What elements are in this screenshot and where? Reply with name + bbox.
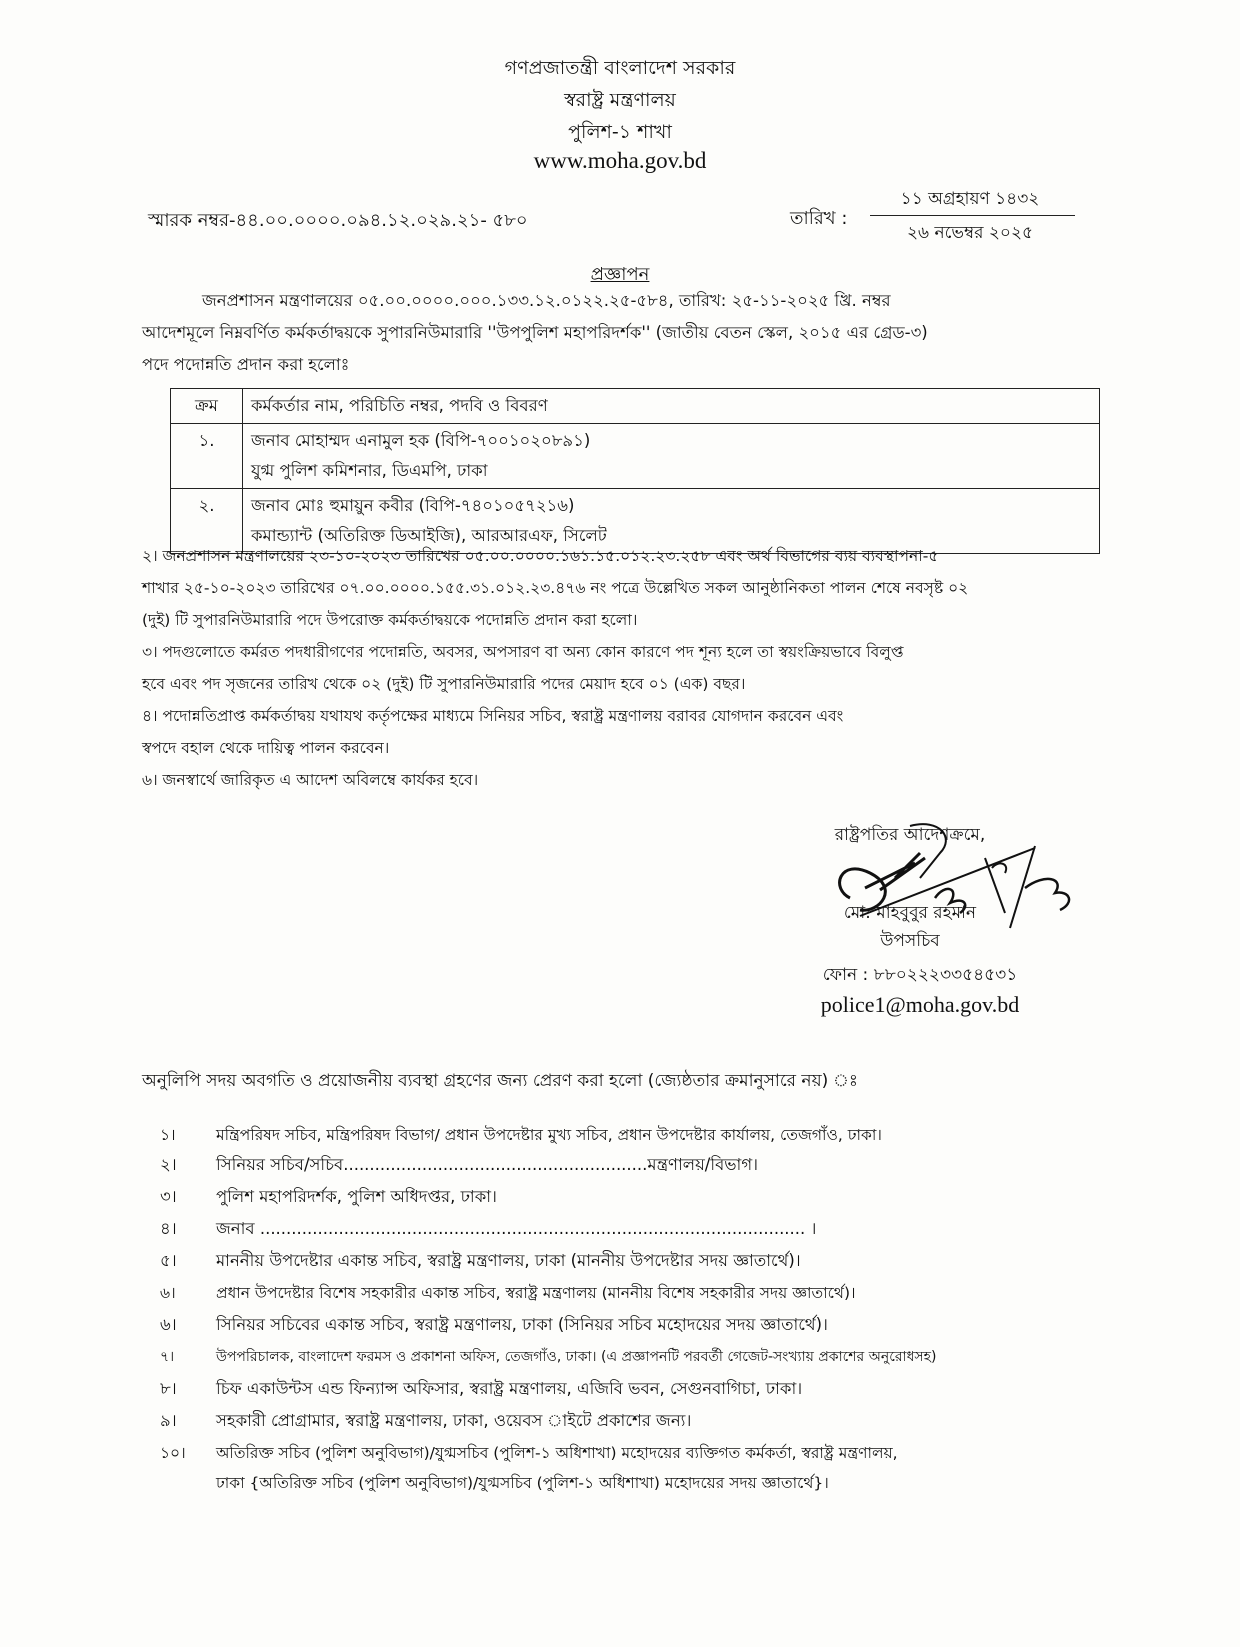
date-gregorian: ২৬ নভেম্বর ২০২৫ (906, 223, 1034, 243)
signatory-designation: উপসচিব (880, 931, 940, 951)
officer-description: যুগ্ম পুলিশ কমিশনার, ডিএমপি, ঢাকা (251, 461, 488, 480)
intro-line: আদেশমূলে নিম্নবর্ণিত কর্মকর্তাদ্বয়কে সুপারনিউমারারি ''উপপুলিশ মহাপরিদর্শক'' (জাতীয় বেতন স্কেল, ২০১৫ এর গ্রেড-৩) (142, 323, 928, 342)
cc-number: ৮। (160, 1379, 177, 1398)
officer-description: কমান্ড্যান্ট (অতিরিক্ত ডিআইজি), আরআরএফ, সিলেট (251, 526, 607, 545)
cc-text: উপপরিচালক, বাংলাদেশ ফরমস ও প্রকাশনা অফিস, তেজগাঁও, ঢাকা। (এ প্রজ্ঞাপনটি পরবর্তী গেজেট-সংখ্যায় প্রকাশের অনুরোধসহ) (216, 1349, 937, 1365)
signatory-order: রাষ্ট্রপতির আদেশক্রমে, (834, 825, 986, 845)
cc-text: পুলিশ মহাপরিদর্শক, পুলিশ অধিদপ্তর, ঢাকা। (216, 1187, 497, 1206)
row-serial: ১. (171, 424, 243, 489)
intro-line: পদে পদোন্নতি প্রদান করা হলোঃ (142, 355, 350, 374)
cc-number: ৬। (160, 1315, 177, 1334)
cc-text: মন্ত্রিপরিষদ সচিব, মন্ত্রিপরিষদ বিভাগ/ প্রধান উপদেষ্টার মুখ্য সচিব, প্রধান উপদেষ্টার কার্যালয়, তেজগাঁও, ঢাকা। (216, 1126, 882, 1144)
notification-title-text: প্রজ্ঞাপন (590, 264, 650, 285)
date-block (790, 186, 1080, 246)
table-header-cell: ক্রম (171, 389, 243, 424)
intro-paragraph (142, 285, 1102, 381)
cc-text: চিফ একাউন্টস এন্ড ফিন্যান্স অফিসার, স্বরাষ্ট্র মন্ত্রণালয়, এজিবি ভবন, সেগুনবাগিচা, ঢাকা। (216, 1379, 803, 1398)
clause-line: ৩। পদগুলোতে কর্মরত পদধারীগণের পদোন্নতি, অবসর, অপসারণ বা অন্য কোন কারণে পদ শূন্য হলে তা স্বয়ংক্রিয়ভাবে বিলুপ্ত (142, 643, 904, 661)
date-label: তারিখ : (790, 208, 848, 229)
branch-heading: পুলিশ-১ শাখা (568, 121, 672, 143)
cc-number: ৪। (160, 1219, 177, 1238)
table-header-row (171, 389, 1100, 424)
clause-6 (142, 764, 1102, 796)
cc-text: সহকারী প্রোগ্রামার, স্বরাষ্ট্র মন্ত্রণালয়, ঢাকা, ওয়েবস াইটে প্রকাশের জন্য। (216, 1411, 692, 1430)
cc-text: মাননীয় উপদেষ্টার একান্ত সচিব, স্বরাষ্ট্র মন্ত্রণালয়, ঢাকা (মাননীয় উপদেষ্টার সদয় জ্ঞাতার্থে)। (216, 1251, 801, 1270)
table-row (171, 424, 1100, 489)
ministry-heading: স্বরাষ্ট্র মন্ত্রণালয় (564, 89, 676, 111)
cc-number: ৭। (160, 1349, 175, 1365)
cc-number: ৯। (160, 1411, 177, 1430)
cc-number: ২। (160, 1155, 177, 1174)
clause-line: ৪। পদোন্নতিপ্রাপ্ত কর্মকর্তাদ্বয় যথাযথ কর্তৃপক্ষের মাধ্যমে সিনিয়র সচিব, স্বরাষ্ট্র মন্ত্রণালয় বরাবর যোগদান করবেন এবং (142, 707, 844, 725)
website-link[interactable]: www.moha.gov.bd (533, 148, 707, 173)
clause-3 (142, 636, 1102, 700)
clause-line: শাখার ২৫-১০-২০২৩ তারিখের ০৭.০০.০০০০.১৫৫.৩১.০১২.২৩.৪৭৬ নং পত্রে উল্লেখিত সকল আনুষ্ঠানিকতা পালন শেষে নবসৃষ্ট ০২ (142, 579, 969, 597)
officers-table (170, 388, 1100, 554)
row-serial: ২. (171, 489, 243, 554)
memo-number: স্মারক নম্বর-৪৪.০০.০০০০.০৯৪.১২.০২৯.২১- ৫৮০ (148, 210, 528, 231)
cc-number: ৩। (160, 1187, 177, 1206)
cc-text: জনাব ........................................................................................................ । (216, 1219, 817, 1238)
officer-name: জনাব মোহাম্মদ এনামুল হক (বিপি-৭০০১০২০৮৯১) (251, 431, 591, 450)
officer-name: জনাব মোঃ হুমায়ুন কবীর (বিপি-৭৪০১০৫৭২১৬) (251, 496, 575, 515)
govt-heading: গণপ্রজাতন্ত্রী বাংলাদেশ সরকার (504, 57, 736, 79)
intro-line: জনপ্রশাসন মন্ত্রণালয়ের ০৫.০০.০০০০.০০০.১৩৩.১২.০১২২.২৫-৫৮৪, তারিখ: ২৫-১১-২০২৫ খ্রি. নম্বর (202, 291, 891, 310)
cc-heading: অনুলিপি সদয় অবগতি ও প্রয়োজনীয় ব্যবস্থা গ্রহণের জন্য প্রেরণ করা হলো (জ্যেষ্ঠতার ক্রমানুসারে নয়) ঃ (142, 1071, 858, 1091)
clause-line: ৬। জনস্বার্থে জারিকৃত এ আদেশ অবিলম্বে কার্যকর হবে। (142, 771, 479, 789)
row-details (243, 424, 1100, 489)
clause-line: (দুই) টি সুপারনিউমারারি পদে উপরোক্ত কর্মকর্তাদ্বয়কে পদোন্নতি প্রদান করা হলো। (142, 611, 638, 629)
cc-number: ৬। (160, 1284, 176, 1302)
cc-text: প্রধান উপদেষ্টার বিশেষ সহকারীর একান্ত সচিব, স্বরাষ্ট্র মন্ত্রণালয় (মাননীয় বিশেষ সহকারীর সদয় জ্ঞাতার্থে)। (216, 1284, 856, 1302)
clause-line: স্বপদে বহাল থেকে দায়িত্ব পালন করবেন। (142, 739, 390, 757)
cc-text: সিনিয়র সচিবের একান্ত সচিব, স্বরাষ্ট্র মন্ত্রণালয়, ঢাকা (সিনিয়র সচিব মহোদয়ের সদয় জ্ঞাতার্থে)। (216, 1315, 828, 1334)
signatory-email[interactable]: police1@moha.gov.bd (820, 992, 1020, 1017)
cc-number: ১। (160, 1126, 176, 1144)
date-divider (870, 215, 1075, 216)
clause-2 (142, 540, 1102, 636)
clause-4 (142, 700, 1102, 764)
cc-text: অতিরিক্ত সচিব (পুলিশ অনুবিভাগ)/যুগ্মসচিব (পুলিশ-১ অধিশাখা) মহোদয়ের ব্যক্তিগত কর্মকর্তা, স্বরাষ্ট্র মন্ত্রণালয়, (216, 1444, 898, 1462)
cc-number: ৫। (160, 1251, 177, 1270)
cc-text: সিনিয়র সচিব/সচিব..........................................................মন্ত্রণালয়/বিভাগ। (216, 1155, 759, 1174)
signatory-phone: ফোন : ৮৮০২২২৩৩৫৪৫৩১ (822, 965, 1018, 985)
signatory-name: মো: মাহবুবুর রহমান (843, 903, 977, 923)
clause-line: হবে এবং পদ সৃজনের তারিখ থেকে ০২ (দুই) টি সুপারনিউমারারি পদের মেয়াদ হবে ০১ (এক) বছর। (142, 675, 746, 693)
table-header-cell: কর্মকর্তার নাম, পরিচিতি নম্বর, পদবি ও বিবরণ (243, 389, 1100, 424)
clause-line: ২। জনপ্রশাসন মন্ত্রণালয়ের ২৩-১০-২০২৩ তারিখের ০৫.০০.০০০০.১৬১.১৫.০১২.২৩.২৫৮ এবং অর্থ বিভাগের ব্যয় ব্যবস্থাপনা-৫ (142, 547, 939, 565)
cc-text: ঢাকা {অতিরিক্ত সচিব (পুলিশ অনুবিভাগ)/যুগ্মসচিব (পুলিশ-১ অধিশাখা) মহোদয়ের সদয় জ্ঞাতার্থে}। (216, 1474, 829, 1492)
cc-number: ১০। (160, 1444, 186, 1462)
date-bangla: ১১ অগ্রহায়ণ ১৪৩২ (900, 189, 1040, 209)
